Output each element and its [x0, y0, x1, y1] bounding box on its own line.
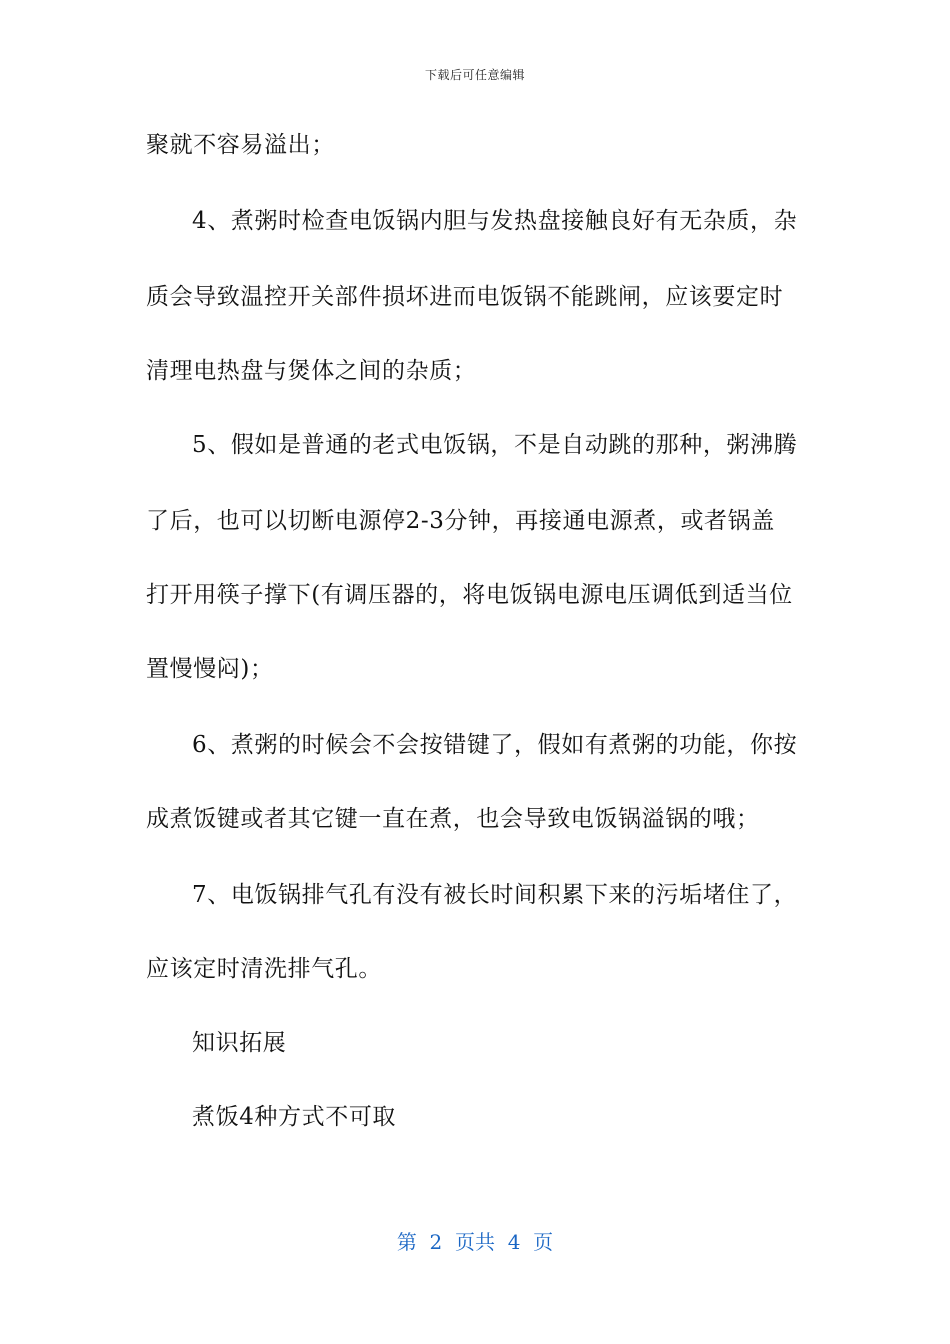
text-line: 打开用筷子撑下(有调压器的，将电饭锅电源电压调低到适当位 [146, 582, 793, 608]
text-line: 了后，也可以切断电源停2-3分钟，再接通电源煮，或者锅盖 [146, 508, 775, 534]
text-line: 7、电饭锅排气孔有没有被长时间积累下来的污垢堵住了， [192, 882, 798, 908]
text-line: 4、煮粥时检查电饭锅内胆与发热盘接触良好有无杂质，杂 [192, 208, 798, 234]
text-line: 5、假如是普通的老式电饭锅，不是自动跳的那种，粥沸腾 [192, 432, 798, 458]
section-heading: 知识拓展 [192, 1030, 287, 1056]
text-line: 质会导致温控开关部件损坏进而电饭锅不能跳闸，应该要定时 [146, 284, 784, 310]
page-header: 下载后可任意编辑 [424, 68, 525, 82]
section-heading: 煮饭4种方式不可取 [192, 1104, 397, 1130]
text-line: 成煮饭键或者其它键一直在煮，也会导致电饭锅溢锅的哦； [146, 806, 760, 832]
text-line: 清理电热盘与煲体之间的杂质； [146, 358, 477, 384]
text-line: 6、煮粥的时候会不会按错键了，假如有煮粥的功能，你按 [192, 732, 798, 758]
text-line: 置慢慢闷)； [146, 656, 274, 682]
page-number: 第 2 页共 4 页 [396, 1230, 554, 1254]
text-line: 聚就不容易溢出； [146, 132, 335, 158]
text-line: 应该定时清洗排气孔。 [146, 956, 382, 982]
